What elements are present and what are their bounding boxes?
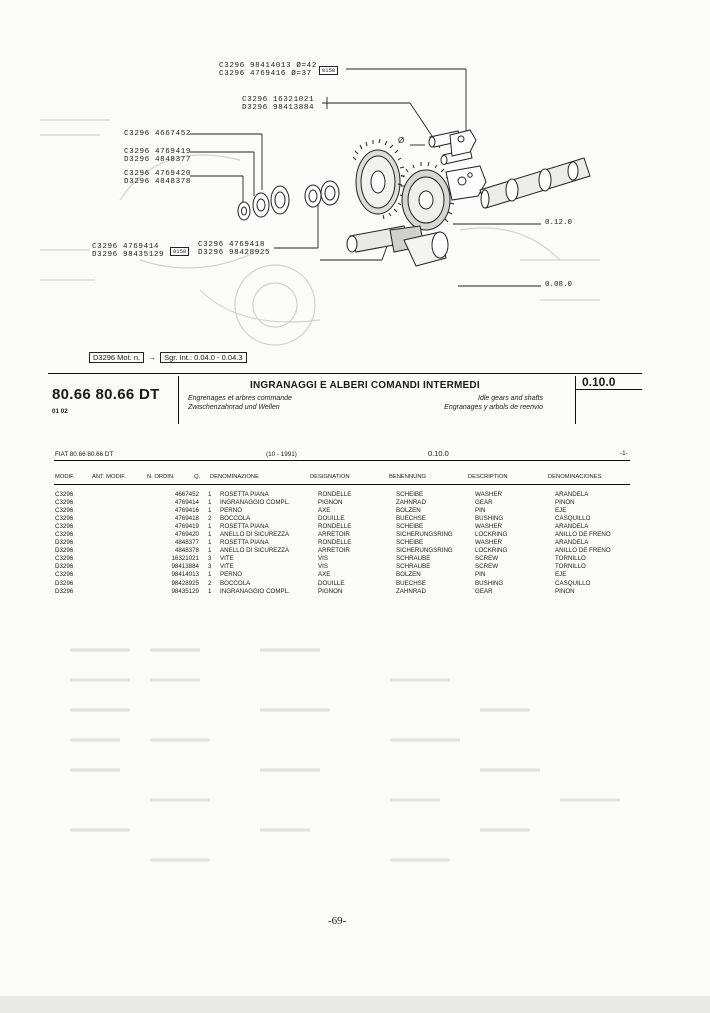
callout-pin-98414013: C3296 98414013 Ø=42 C3296 4769416 Ø=37 (219, 62, 317, 79)
cell-en: LOCKRING (475, 547, 508, 555)
cell-mod: D3296 (55, 547, 74, 555)
cell-q: 1 (208, 491, 212, 498)
table-row (55, 491, 625, 499)
cell-en: WASHER (475, 491, 502, 498)
cell-mod: D3296 (55, 579, 74, 587)
cell-de: BUECHSE (396, 579, 426, 587)
page-title: INGRANAGGI E ALBERI COMANDI INTERMEDI (250, 380, 480, 391)
cell-it: PERNO (220, 507, 243, 515)
table-row (55, 531, 625, 539)
cell-mod: C3296 (55, 491, 74, 498)
callout-washer-4769419: C3296 4769419 D3296 4848377 (124, 148, 192, 165)
cell-q: 1 (208, 523, 212, 531)
list-page-marker: -1- (620, 450, 628, 457)
cell-fr: AXE (318, 507, 331, 515)
cell-q: 1 (208, 587, 212, 595)
cell-q: 1 (208, 571, 212, 579)
cell-part: 98413884 (171, 563, 199, 571)
diameter-symbol: Ø (398, 136, 405, 145)
cell-it: ANELLO DI SICUREZZA (220, 547, 290, 555)
cell-de: BOLZEN (396, 507, 421, 515)
cell-es: ARANDELA (555, 491, 589, 498)
cell-fr: DOUILLE (318, 579, 345, 587)
cell-q: 1 (208, 531, 212, 539)
cell-en: LOCKRING (475, 531, 508, 539)
cell-part: 16321021 (171, 555, 199, 563)
header-divider (178, 376, 179, 424)
table-row (55, 499, 625, 507)
cell-fr: RONDELLE (318, 539, 352, 547)
list-rule-1 (54, 460, 630, 461)
cell-es: ANILLO DE FRENO (555, 547, 611, 555)
cell-part: 98414013 (171, 571, 199, 579)
callout-ref-box-left: 0158 (170, 247, 189, 256)
cell-q: 1 (208, 539, 212, 547)
cell-mod: C3296 (55, 531, 74, 539)
cell-en: PIN (475, 507, 486, 515)
cell-fr: RONDELLE (318, 523, 352, 531)
col-description: DESCRIPTION (468, 474, 508, 480)
cell-de: ZAHNRAD (396, 587, 426, 595)
cell-fr: AXE (318, 571, 331, 579)
col-ant-modif: ANT. MODIF. (92, 474, 126, 480)
callout-lockring-4769420: C3296 4769420 D3296 4848378 (124, 170, 192, 187)
cell-it: ROSETTA PIANA (220, 539, 269, 547)
cell-fr: VIS (318, 555, 328, 563)
callout-gear-4769414: C3296 4769414 D3296 98435129 (92, 243, 165, 260)
table-row (55, 563, 625, 571)
col-designation: DESIGNATION (310, 474, 350, 480)
cell-es: ARANDELA (555, 539, 589, 547)
section-number: 0.10.0 (582, 375, 616, 389)
cell-mod: C3296 (55, 507, 74, 515)
exploded-parts-diagram (0, 0, 710, 370)
table-row (55, 571, 625, 579)
cell-en: SCREW (475, 563, 499, 571)
bleed-through-area (60, 640, 660, 870)
cell-part: 4769419 (174, 523, 199, 531)
sgr-label: Sgr. Int.: 0.04.0 - 0.04.3 (160, 352, 246, 363)
cell-it: ANELLO DI SICUREZZA (220, 531, 290, 539)
cell-mod: D3296 (55, 539, 74, 547)
cell-en: WASHER (475, 539, 502, 547)
cell-es: CASQUILLO (555, 579, 591, 587)
scan-edge (0, 996, 710, 1013)
table-row (55, 507, 625, 515)
cell-it: PERNO (220, 571, 243, 579)
cell-de: SCHRAUBE (396, 563, 431, 571)
cell-de: BUECHSE (396, 515, 426, 523)
cell-it: ROSETTA PIANA (220, 491, 269, 498)
cell-part: 98428925 (171, 579, 199, 587)
cell-fr: DOUILLE (318, 515, 345, 523)
cell-en: BUSHING (475, 579, 504, 587)
list-date: (10 - 1991) (266, 451, 297, 458)
cell-de: SCHEIBE (396, 491, 424, 498)
list-rule-2 (54, 484, 630, 485)
cell-mod: D3296 (55, 563, 74, 571)
cell-fr: RONDELLE (318, 491, 352, 498)
cell-fr: PIGNON (318, 499, 343, 507)
cell-mod: C3296 (55, 523, 74, 531)
cell-fr: ARRETOIR (318, 547, 350, 555)
ref-label-0-12-0: 0.12.0 (545, 219, 573, 227)
cell-fr: VIS (318, 563, 328, 571)
mot-label: D3296 Mot. n. (89, 352, 144, 363)
cell-it: BOCCOLA (220, 515, 251, 523)
cell-it: ROSETTA PIANA (220, 523, 269, 531)
table-row (55, 580, 625, 588)
cell-part: 4667452 (174, 491, 199, 498)
col-benennung: BENENNUNG (389, 474, 427, 480)
col-n-ordin: N. ORDIN. (147, 474, 175, 480)
ref-label-0-08-0: 0.08.0 (545, 281, 573, 289)
cell-it: VITE (220, 563, 234, 571)
cell-es: PINON (555, 587, 575, 595)
callout-bushing-4769418: C3296 4769418 D3296 98428925 (198, 241, 271, 258)
cell-part: 4769418 (174, 515, 199, 523)
cell-es: EJE (555, 571, 567, 579)
cell-part: 4848378 (174, 547, 199, 555)
cell-de: SCHEIBE (396, 539, 424, 547)
callout-washer-4667452: C3296 4667452 (124, 130, 192, 138)
cell-q: 1 (208, 507, 212, 515)
col-modif: MODIF. (55, 474, 75, 480)
cell-fr: ARRETOIR (318, 531, 350, 539)
col-denominazione: DENOMINAZIONE (210, 474, 259, 480)
cell-de: SCHRAUBE (396, 555, 431, 563)
cell-it: INGRANAGGIO COMPL. (220, 499, 290, 507)
cell-es: TORNILLO (555, 555, 586, 563)
table-row (55, 547, 625, 555)
cell-q: 3 (208, 563, 212, 571)
cell-en: GEAR (475, 499, 493, 507)
cell-q: 1 (208, 499, 212, 507)
cell-part: 4848377 (174, 539, 199, 547)
page-number: -69- (328, 915, 347, 927)
table-row (55, 588, 625, 596)
cell-en: GEAR (475, 587, 493, 595)
callout-screw-16321021: C3296 16321021 D3296 98413884 (242, 96, 315, 113)
list-section: 0.10.0 (428, 449, 449, 458)
table-row (55, 515, 625, 523)
cell-de: SCHEIBE (396, 523, 424, 531)
table-row (55, 539, 625, 547)
list-model-line: FIAT 80.66 80.66 DT (55, 451, 114, 458)
cell-q: 1 (208, 547, 212, 555)
cell-es: TORNILLO (555, 563, 586, 571)
table-row (55, 523, 625, 531)
callout-ref-box: 0158 (319, 66, 338, 75)
cell-it: BOCCOLA (220, 579, 251, 587)
cell-es: EJE (555, 507, 567, 515)
cell-mod: C3296 (55, 571, 74, 579)
cell-de: SICHERUNGSRING (396, 547, 453, 555)
cell-q: 2 (208, 579, 212, 587)
header-top-rule (48, 373, 642, 374)
cell-part: 4769416 (174, 507, 199, 515)
title-fr: Engrenages et arbres commande Zwischenzahnrad und Wellen (188, 395, 292, 411)
cell-mod: C3296 (55, 555, 74, 563)
table-row (55, 555, 625, 563)
cell-part: 4769414 (174, 499, 199, 507)
model-numbers: 80.66 80.66 DT (52, 386, 160, 403)
cell-es: CASQUILLO (555, 515, 591, 523)
cell-part: 4769420 (174, 531, 199, 539)
cell-it: INGRANAGGIO COMPL. (220, 587, 290, 595)
parts-table (55, 491, 625, 596)
cell-es: ARANDELA (555, 523, 589, 531)
cell-mod: D3296 (55, 587, 74, 595)
cell-de: ZAHNRAD (396, 499, 426, 507)
col-q: Q. (194, 474, 201, 480)
cell-mod: C3296 (55, 515, 74, 523)
cell-es: PINON (555, 499, 575, 507)
cell-de: SICHERUNGSRING (396, 531, 453, 539)
cell-mod: C3296 (55, 499, 74, 507)
arrow-icon: → (148, 353, 157, 362)
cell-en: BUSHING (475, 515, 504, 523)
model-code: 01 02 (52, 408, 68, 415)
cell-q: 3 (208, 555, 212, 563)
cell-es: ANILLO DE FRENO (555, 531, 611, 539)
cell-q: 2 (208, 515, 212, 523)
cell-en: PIN (475, 571, 486, 579)
cell-en: WASHER (475, 523, 502, 531)
title-en: Idle gears and shafts Engranages y arbols de reenvio (444, 395, 543, 411)
section-rule (575, 389, 642, 390)
engine-number-box (89, 352, 247, 363)
cell-de: BOLZEN (396, 571, 421, 579)
cell-en: SCREW (475, 555, 499, 563)
cell-it: VITE (220, 555, 234, 563)
header-divider-right (575, 376, 576, 424)
col-denominaciones: DENOMINACIONES (548, 474, 602, 480)
cell-part: 98435129 (171, 587, 199, 595)
cell-fr: PIGNON (318, 587, 343, 595)
